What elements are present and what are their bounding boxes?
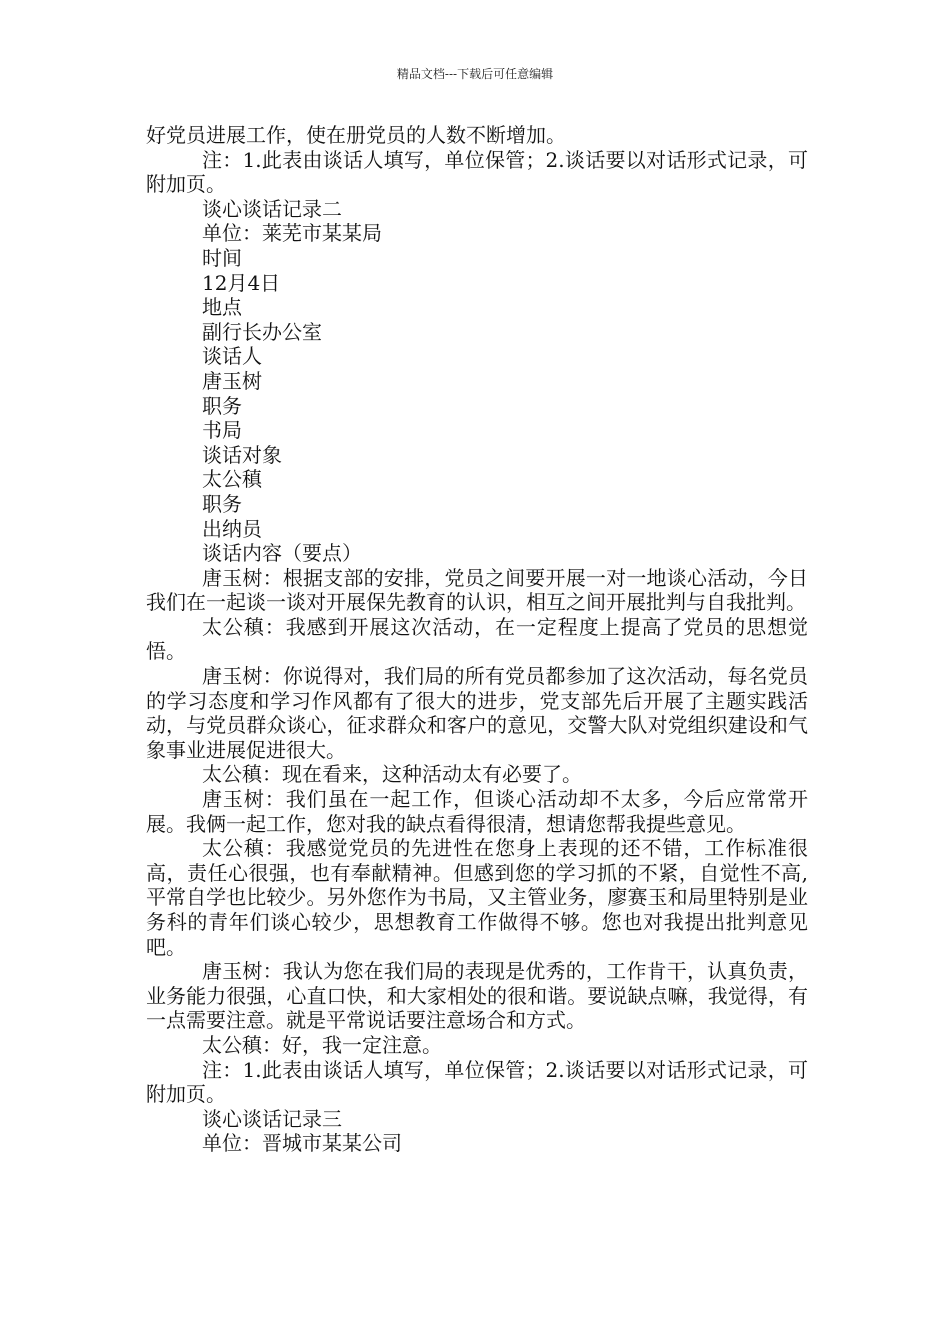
dialogue-paragraph: 太公稹：我感到开展这次活动，在一定程度上提高了党员的思想觉悟。 [146, 614, 808, 664]
field-value-target-position: 出纳员 [202, 516, 262, 541]
dialogue-paragraph: 太公稹：现在看来，这种活动太有必要了。 [202, 762, 582, 787]
field-value-place: 副行长办公室 [202, 319, 322, 344]
section-title: 谈心谈话记录二 [202, 196, 342, 221]
field-label-content: 谈话内容（要点） [202, 541, 362, 566]
page-header: 精品文档---下载后可任意编辑 [396, 67, 554, 81]
document-body [146, 123, 808, 1156]
dialogue-paragraph: 唐玉树：你说得对，我们局的所有党员都参加了这次活动，每名党员的学习态度和学习作风都有了很大的进步，党支部先后开展了主题实践活动，与党员群众谈心，征求群众和客户的意见，交警大队对党组织建设和气象事业进展促进很大。 [146, 664, 808, 762]
field-label-position: 职务 [202, 393, 242, 418]
paragraph: 好党员进展工作，使在册党员的人数不断增加。 [146, 123, 566, 147]
unit-line: 单位：晋城市某某公司 [202, 1131, 402, 1156]
field-label-target: 谈话对象 [202, 442, 282, 467]
dialogue-paragraph: 唐玉树：我们虽在一起工作，但谈心活动却不太多，今后应常常开展。我俩一起工作，您对我的缺点看得很清，想请您帮我提些意见。 [146, 787, 808, 836]
dialogue-paragraph: 太公稹：我感觉党员的先进性在您身上表现的还不错，工作标准很高，责任心很强，也有奉献精神。但感到您的学习抓的不紧，自觉性不高,平常自学也比较少。另外您作为书局，又主管业务，廖赛玉和局里特别是业务科的青年们谈心较少，思想教育工作做得不够。您也对我提出批判意见吧。 [146, 836, 808, 959]
dialogue-paragraph: 太公稹：好，我一定注意。 [202, 1032, 442, 1057]
field-value-speaker: 唐玉树 [202, 368, 262, 393]
note-paragraph: 注：1.此表由谈话人填写，单位保管；2.谈话要以对话形式记录，可附加页。 [146, 1057, 808, 1107]
field-value-target: 太公稹 [202, 467, 262, 492]
field-value-time: 12月4日 [202, 270, 281, 295]
field-value-position: 书局 [202, 418, 242, 443]
section-title: 谈心谈话记录三 [202, 1106, 342, 1131]
unit-line: 单位：莱芜市某某局 [202, 221, 382, 246]
note-paragraph: 注：1.此表由谈话人填写，单位保管；2.谈话要以对话形式记录，可附加页。 [146, 147, 808, 197]
field-label-target-position: 职务 [202, 491, 242, 516]
field-label-place: 地点 [202, 295, 242, 320]
dialogue-paragraph: 唐玉树：根据支部的安排，党员之间要开展一对一地谈心活动，今日我们在一起谈一谈对开展保先教育的认识，相互之间开展批判与自我批判。 [146, 565, 808, 615]
dialogue-paragraph: 唐玉树：我认为您在我们局的表现是优秀的，工作肯干，认真负责，业务能力很强，心直口快，和大家相处的很和谐。要说缺点嘛，我觉得，有一点需要注意。就是平常说话要注意场合和方式。 [146, 959, 808, 1033]
field-label-time: 时间 [202, 245, 242, 270]
field-label-speaker: 谈话人 [202, 344, 262, 369]
